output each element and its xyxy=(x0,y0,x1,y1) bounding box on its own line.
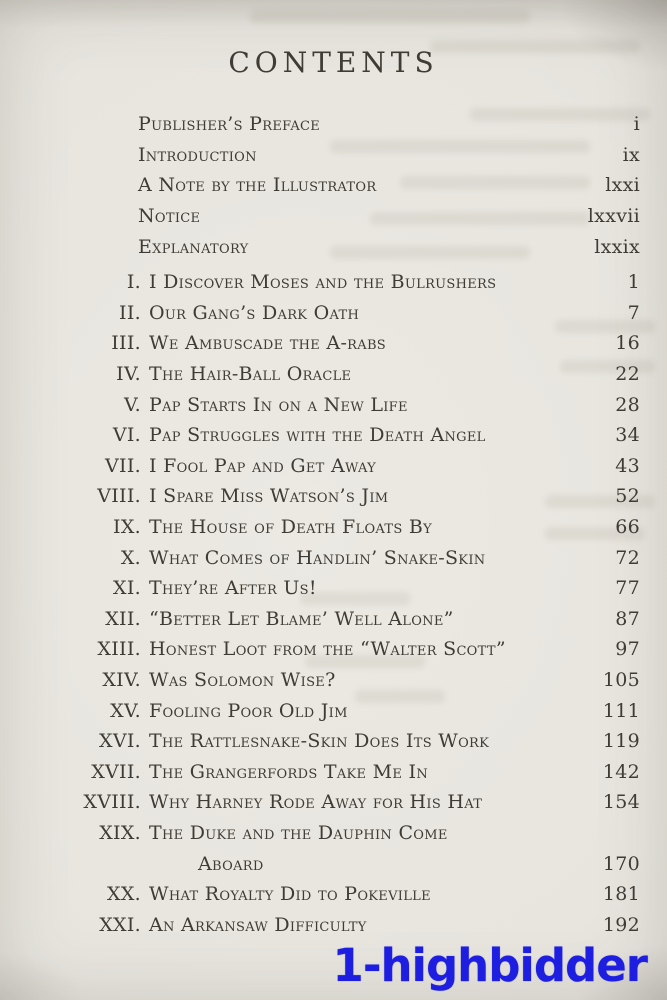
chapter-title: Fooling Poor Old Jim xyxy=(149,699,348,722)
page-title: CONTENTS xyxy=(228,46,439,79)
chapter-numeral: XIV. xyxy=(102,668,141,691)
page-number: 97 xyxy=(615,638,640,661)
chapter-list xyxy=(0,267,640,940)
chapter-numeral: VII. xyxy=(105,454,141,477)
chapter-title: I Spare Miss Watson’s Jim xyxy=(149,485,389,508)
chapter-numeral: V. xyxy=(123,393,141,416)
watermark: 1-highbidder xyxy=(332,939,647,992)
page-number: 28 xyxy=(615,393,640,416)
chapter-numeral: XIX. xyxy=(99,821,141,844)
chapter-numeral: XI. xyxy=(113,577,141,600)
bleed-through-smudge xyxy=(250,10,530,23)
chapter-numeral: XII. xyxy=(105,607,141,630)
chapter-title: An Arkansaw Difficulty xyxy=(149,913,367,936)
chapter-title: What Royalty Did to Pokeville xyxy=(149,883,431,906)
toc-chapter-row xyxy=(0,756,640,787)
toc-front-row xyxy=(0,109,640,140)
chapter-title: We Ambuscade the A-rabs xyxy=(149,332,387,355)
chapter-title: The Hair-Ball Oracle xyxy=(149,363,352,386)
page-number: 154 xyxy=(602,791,640,814)
front-matter-label: Notice xyxy=(138,205,201,228)
page-number: 111 xyxy=(602,699,640,722)
page-number: 34 xyxy=(615,424,640,447)
toc-chapter-continuation-row xyxy=(0,848,640,879)
page-number: lxxix xyxy=(594,235,640,258)
toc-chapter-row xyxy=(0,389,640,420)
toc-chapter-row xyxy=(0,818,640,849)
front-matter-label: Explanatory xyxy=(138,235,249,258)
toc-chapter-row xyxy=(0,420,640,451)
toc-chapter-row xyxy=(0,665,640,696)
page-number: 22 xyxy=(615,363,640,386)
toc-front-row xyxy=(0,231,640,262)
chapter-title: Why Harney Rode Away for His Hat xyxy=(149,791,483,814)
page-number: 1 xyxy=(627,271,640,294)
page-number: i xyxy=(633,113,640,136)
chapter-title: Pap Struggles with the Death Angel xyxy=(149,424,486,447)
toc-chapter-row xyxy=(0,542,640,573)
toc-chapter-row xyxy=(0,909,640,940)
page-number: 142 xyxy=(602,760,640,783)
page-number: lxxi xyxy=(605,174,640,197)
page-number: 170 xyxy=(602,852,640,875)
toc-chapter-row xyxy=(0,879,640,910)
chapter-title: I Fool Pap and Get Away xyxy=(149,454,377,477)
toc-chapter-row xyxy=(0,359,640,390)
chapter-title: Was Solomon Wise? xyxy=(149,668,336,691)
chapter-title: “Better Let Blame’ Well Alone” xyxy=(149,607,454,630)
toc-chapter-row xyxy=(0,451,640,482)
chapter-numeral: III. xyxy=(111,332,141,355)
toc-chapter-row xyxy=(0,512,640,543)
page-number: 43 xyxy=(615,454,640,477)
chapter-numeral: XVII. xyxy=(91,760,141,783)
chapter-title: The House of Death Floats By xyxy=(149,516,433,539)
chapter-title: The Duke and the Dauphin Come xyxy=(149,821,448,844)
table-of-contents xyxy=(0,109,667,940)
toc-chapter-row xyxy=(0,695,640,726)
page-number: 77 xyxy=(615,577,640,600)
front-matter-label: Introduction xyxy=(138,143,257,166)
chapter-numeral: VIII. xyxy=(97,485,141,508)
chapter-title: Honest Loot from the “Walter Scott” xyxy=(149,638,506,661)
page-number: lxxvii xyxy=(587,205,640,228)
page-number: 87 xyxy=(615,607,640,630)
chapter-title: The Rattlesnake-Skin Does Its Work xyxy=(149,730,490,753)
chapter-title: Pap Starts In on a New Life xyxy=(149,393,408,416)
chapter-title-continuation: Aboard xyxy=(198,852,264,875)
toc-front-row xyxy=(0,170,640,201)
chapter-title: The Grangerfords Take Me In xyxy=(149,760,429,783)
chapter-numeral: VI. xyxy=(112,424,141,447)
toc-chapter-row xyxy=(0,298,640,329)
page-number: 52 xyxy=(615,485,640,508)
toc-chapter-row xyxy=(0,328,640,359)
chapter-title: They’re After Us! xyxy=(149,577,317,600)
page-number: 72 xyxy=(615,546,640,569)
chapter-numeral: XXI. xyxy=(99,913,141,936)
chapter-title: Our Gang’s Dark Oath xyxy=(149,301,360,324)
page-number: 16 xyxy=(615,332,640,355)
chapter-title: What Comes of Handlin’ Snake-Skin xyxy=(149,546,486,569)
chapter-numeral: XIII. xyxy=(97,638,141,661)
toc-front-row xyxy=(0,201,640,232)
toc-chapter-row xyxy=(0,787,640,818)
toc-chapter-row xyxy=(0,481,640,512)
page-number: 7 xyxy=(627,301,640,324)
chapter-numeral: IV. xyxy=(116,363,141,386)
chapter-numeral: II. xyxy=(119,301,141,324)
chapter-numeral: IX. xyxy=(113,516,141,539)
chapter-numeral: XV. xyxy=(110,699,141,722)
chapter-numeral: I. xyxy=(126,271,141,294)
front-matter-label: Publisher’s Preface xyxy=(138,113,321,136)
page-number: 192 xyxy=(602,913,640,936)
toc-chapter-row xyxy=(0,267,640,298)
page-number: 105 xyxy=(602,668,640,691)
toc-front-row xyxy=(0,140,640,171)
front-matter-label: A Note by the Illustrator xyxy=(138,174,377,197)
toc-chapter-row xyxy=(0,604,640,635)
chapter-numeral: XVI. xyxy=(99,730,141,753)
toc-chapter-row xyxy=(0,573,640,604)
page-number: 181 xyxy=(602,883,640,906)
toc-chapter-row xyxy=(0,634,640,665)
chapter-title: I Discover Moses and the Bulrushers xyxy=(149,271,497,294)
front-matter-list xyxy=(0,109,640,262)
chapter-numeral: XX. xyxy=(107,883,141,906)
page-number: 119 xyxy=(602,730,640,753)
toc-chapter-row xyxy=(0,726,640,757)
chapter-numeral: XVIII. xyxy=(83,791,141,814)
page-number: 66 xyxy=(615,516,640,539)
page-number: ix xyxy=(622,143,640,166)
chapter-numeral: X. xyxy=(120,546,141,569)
